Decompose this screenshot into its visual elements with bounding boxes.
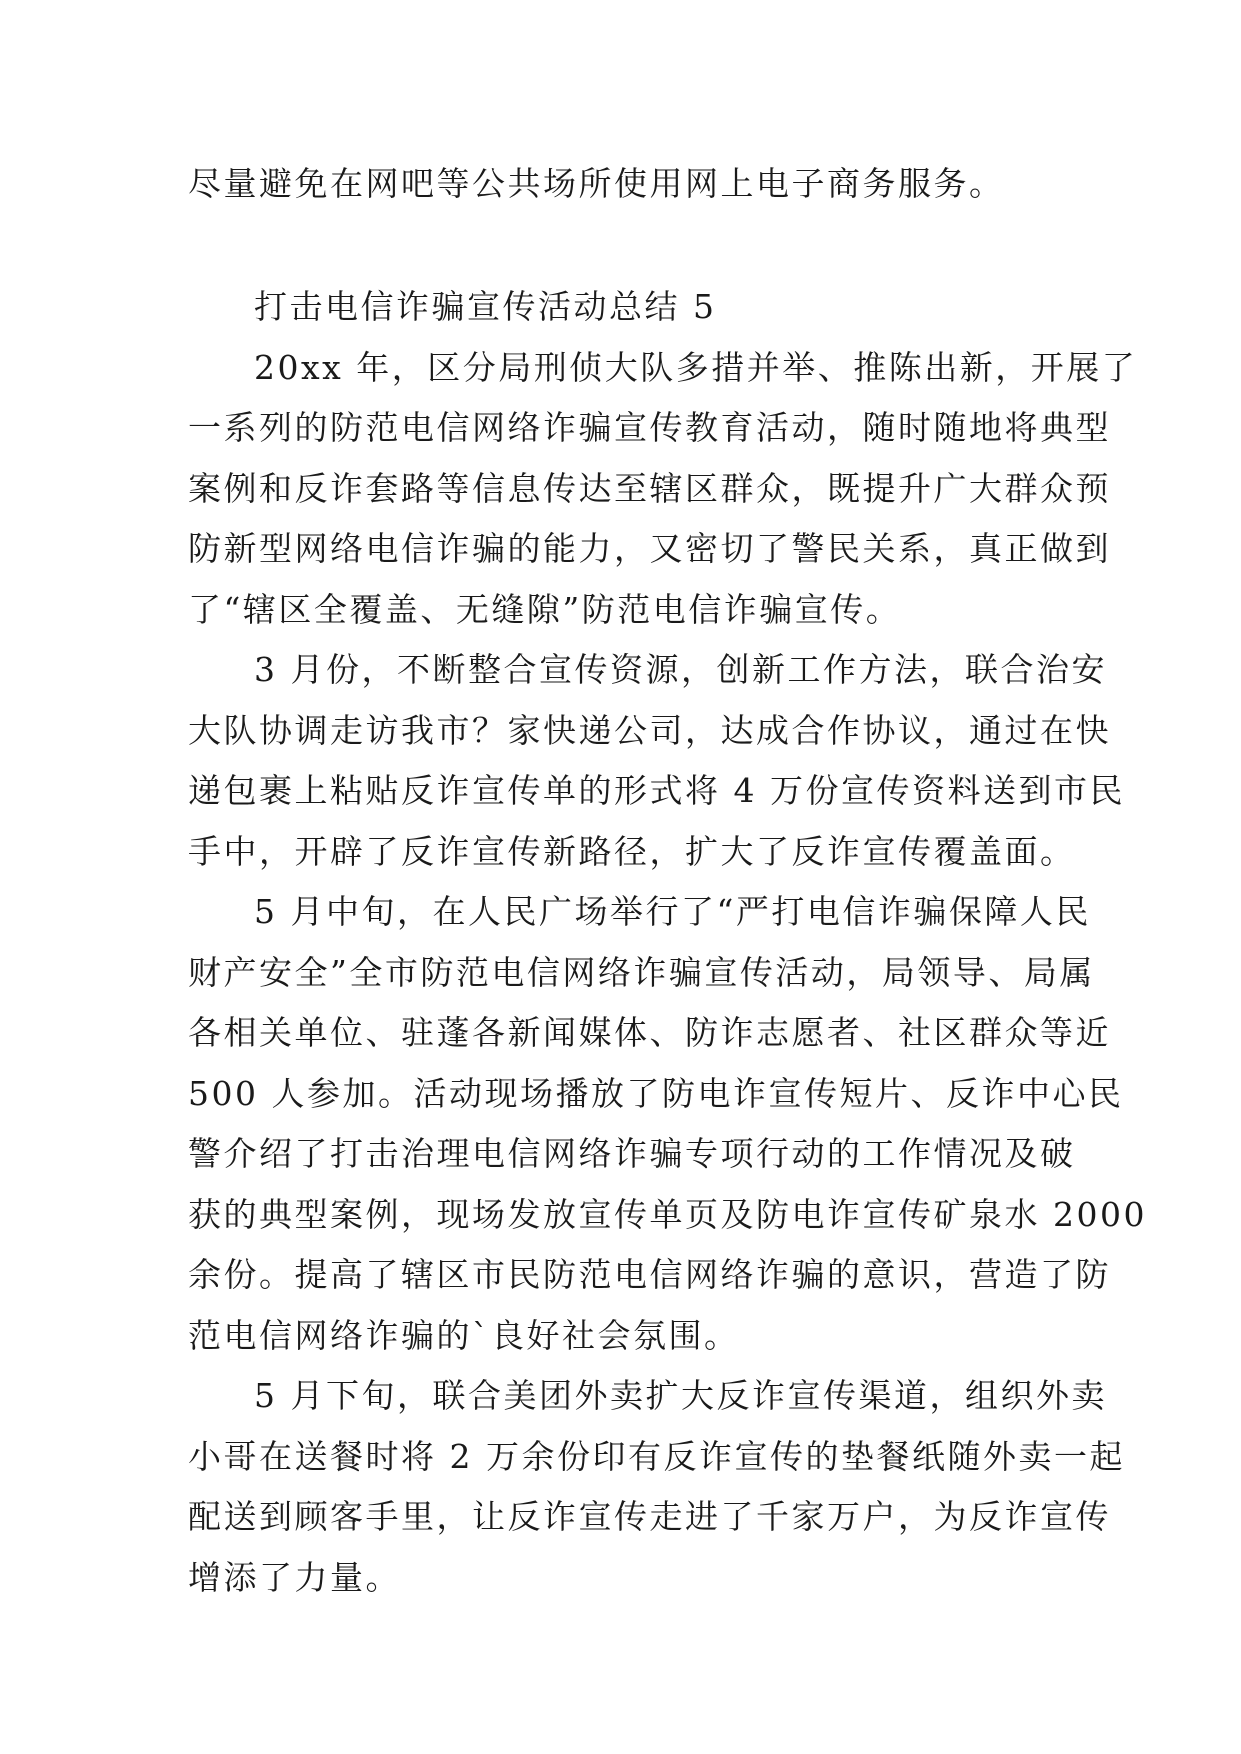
paragraph-4 — [188, 1366, 1125, 1608]
paragraph-3 — [188, 882, 1147, 1366]
text-line: 警介绍了打击治理电信网络诈骗专项行动的工作情况及破 — [188, 1134, 1076, 1173]
text-line: 了“辖区全覆盖、无缝隙”防范电信诈骗宣传。 — [188, 589, 902, 629]
lead-paragraph — [188, 154, 1050, 215]
text-line: 案例和反诈套路等信息传达至辖区群众，既提升广大群众预 — [188, 468, 1111, 508]
text-line: 增添了力量。 — [188, 1557, 401, 1597]
text-line: 5 月中旬，在人民广场举行了“严打电信诈骗保障人民 — [254, 892, 1091, 931]
text-line: 500 人参加。活动现场播放了防电诈宣传短片、反诈中心民 — [188, 1073, 1124, 1113]
document-body — [188, 277, 1147, 1608]
text-line: 获的典型案例，现场发放宣传单页及防电诈宣传矿泉水 2000 — [188, 1194, 1147, 1234]
text-line: 5 月下旬，联合美团外卖扩大反诈宣传渠道，组织外卖 — [254, 1376, 1107, 1415]
text-line: 尽量避免在网吧等公共场所使用网上电子商务服务。 — [188, 164, 1005, 203]
text-line: 余份。提高了辖区市民防范电信网络诈骗的意识，营造了防 — [188, 1255, 1111, 1294]
text-line: 手中，开辟了反诈宣传新路径，扩大了反诈宣传覆盖面。 — [188, 831, 1076, 871]
text-line: 3 月份，不断整合宣传资源，创新工作方法，联合治安 — [254, 650, 1107, 689]
section-heading: 打击电信诈骗宣传活动总结 5 — [254, 287, 717, 326]
text-line: 财产安全”全市防范电信网络诈骗宣传活动，局领导、局属 — [188, 952, 1095, 992]
text-line: 大队协调走访我市？家快递公司，达成合作协议，通过在快 — [188, 710, 1111, 750]
text-line: 一系列的防范电信网络诈骗宣传教育活动，随时随地将典型 — [188, 408, 1111, 447]
text-line: 范电信网络诈骗的`良好社会氛围。 — [188, 1315, 740, 1355]
paragraph-1 — [188, 338, 1138, 641]
text-line: 20xx 年，区分局刑侦大队多措并举、推陈出新，开展了 — [254, 347, 1138, 387]
text-line: 递包裹上粘贴反诈宣传单的形式将 4 万份宣传资料送到市民 — [188, 771, 1125, 810]
text-line: 小哥在送餐时将 2 万余份印有反诈宣传的垫餐纸随外卖一起 — [188, 1436, 1125, 1476]
text-line: 防新型网络电信诈骗的能力，又密切了警民关系，真正做到 — [188, 529, 1111, 568]
text-line: 各相关单位、驻蓬各新闻媒体、防诈志愿者、社区群众等近 — [188, 1013, 1111, 1052]
paragraph-2 — [188, 640, 1125, 882]
text-line: 配送到顾客手里，让反诈宣传走进了千家万户，为反诈宣传 — [188, 1497, 1111, 1536]
